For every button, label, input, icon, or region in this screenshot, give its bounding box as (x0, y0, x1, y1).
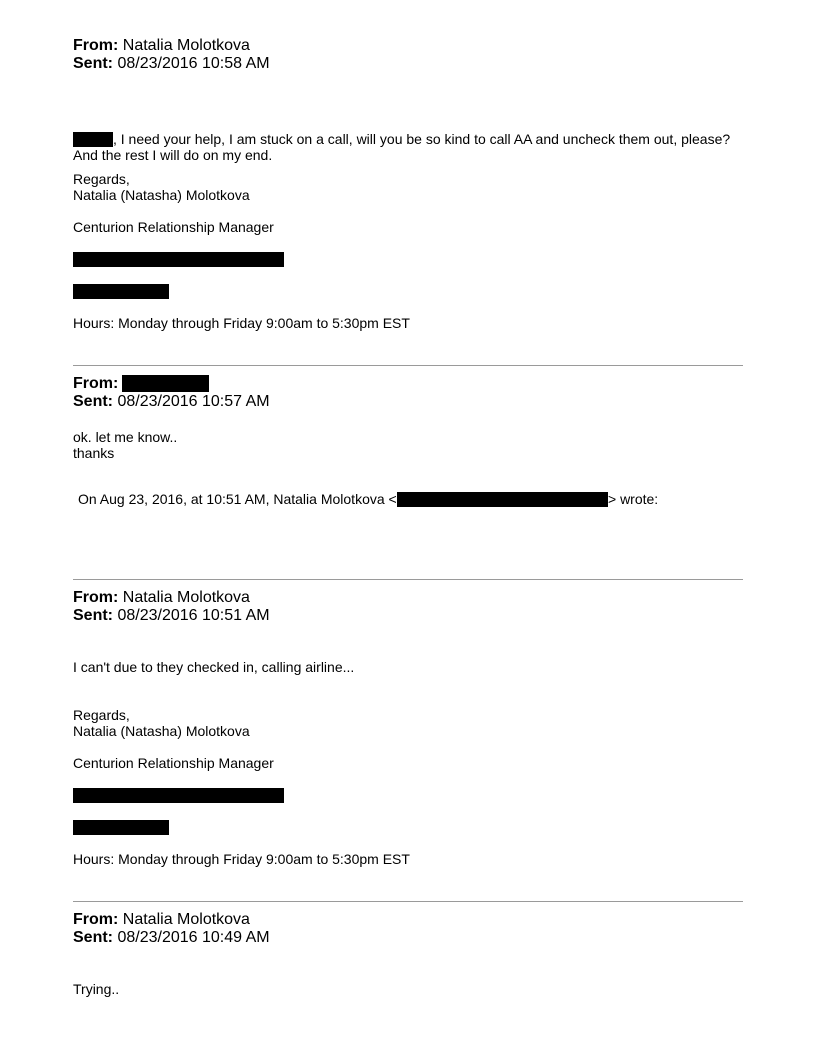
sent-value: 08/23/2016 10:49 AM (117, 929, 270, 946)
from-label: From: (73, 375, 119, 392)
sent-value: 08/23/2016 10:57 AM (117, 393, 270, 410)
sent-label: Sent: (73, 393, 113, 410)
signature-hours: Hours: Monday through Friday 9:00am to 5:30pm EST (73, 851, 410, 867)
message-4-sent (73, 929, 270, 947)
sent-value: 08/23/2016 10:58 AM (117, 55, 270, 72)
signature-regards: Regards, (73, 707, 130, 723)
from-value: Natalia Molotkova (122, 589, 250, 606)
message-body-line: I can't due to they checked in, calling airline... (73, 659, 355, 675)
sent-label: Sent: (73, 607, 113, 624)
message-body-line: And the rest I will do on my end. (73, 147, 273, 163)
redaction-block (73, 788, 284, 803)
message-body-line: Trying.. (73, 981, 120, 997)
message-2-sent (73, 393, 270, 411)
message-divider (73, 579, 743, 580)
message-body-line: thanks (73, 445, 115, 461)
message-divider (73, 901, 743, 902)
message-body-line: , I need your help, I am stuck on a call, will you be so kind to call AA and uncheck them out, please? (113, 131, 731, 147)
from-value: Natalia Molotkova (122, 37, 250, 54)
signature-title: Centurion Relationship Manager (73, 755, 274, 771)
message-3-from (73, 589, 250, 607)
signature-title: Centurion Relationship Manager (73, 219, 274, 235)
quote-attribution-prefix: On Aug 23, 2016, at 10:51 AM, Natalia Molotkova < (78, 491, 397, 507)
redaction-block (73, 132, 113, 147)
signature-name: Natalia (Natasha) Molotkova (73, 187, 250, 203)
redaction-block (122, 375, 209, 392)
redaction-block (73, 252, 284, 267)
message-divider (73, 365, 743, 366)
from-label: From: (73, 37, 119, 54)
message-1-sent (73, 55, 270, 73)
signature-name: Natalia (Natasha) Molotkova (73, 723, 250, 739)
sent-label: Sent: (73, 929, 113, 946)
redaction-block (73, 284, 169, 299)
redaction-block (397, 492, 608, 507)
redaction-block (73, 820, 169, 835)
from-value: Natalia Molotkova (122, 911, 250, 928)
from-label: From: (73, 911, 119, 928)
signature-hours: Hours: Monday through Friday 9:00am to 5:30pm EST (73, 315, 410, 331)
message-body-line: ok. let me know.. (73, 429, 178, 445)
message-3-sent (73, 607, 270, 625)
sent-label: Sent: (73, 55, 113, 72)
signature-regards: Regards, (73, 171, 130, 187)
sent-value: 08/23/2016 10:51 AM (117, 607, 270, 624)
message-2-from (73, 375, 118, 393)
quote-attribution-suffix: > wrote: (608, 491, 659, 507)
message-1-from (73, 37, 250, 55)
message-4-from (73, 911, 250, 929)
from-label: From: (73, 589, 119, 606)
